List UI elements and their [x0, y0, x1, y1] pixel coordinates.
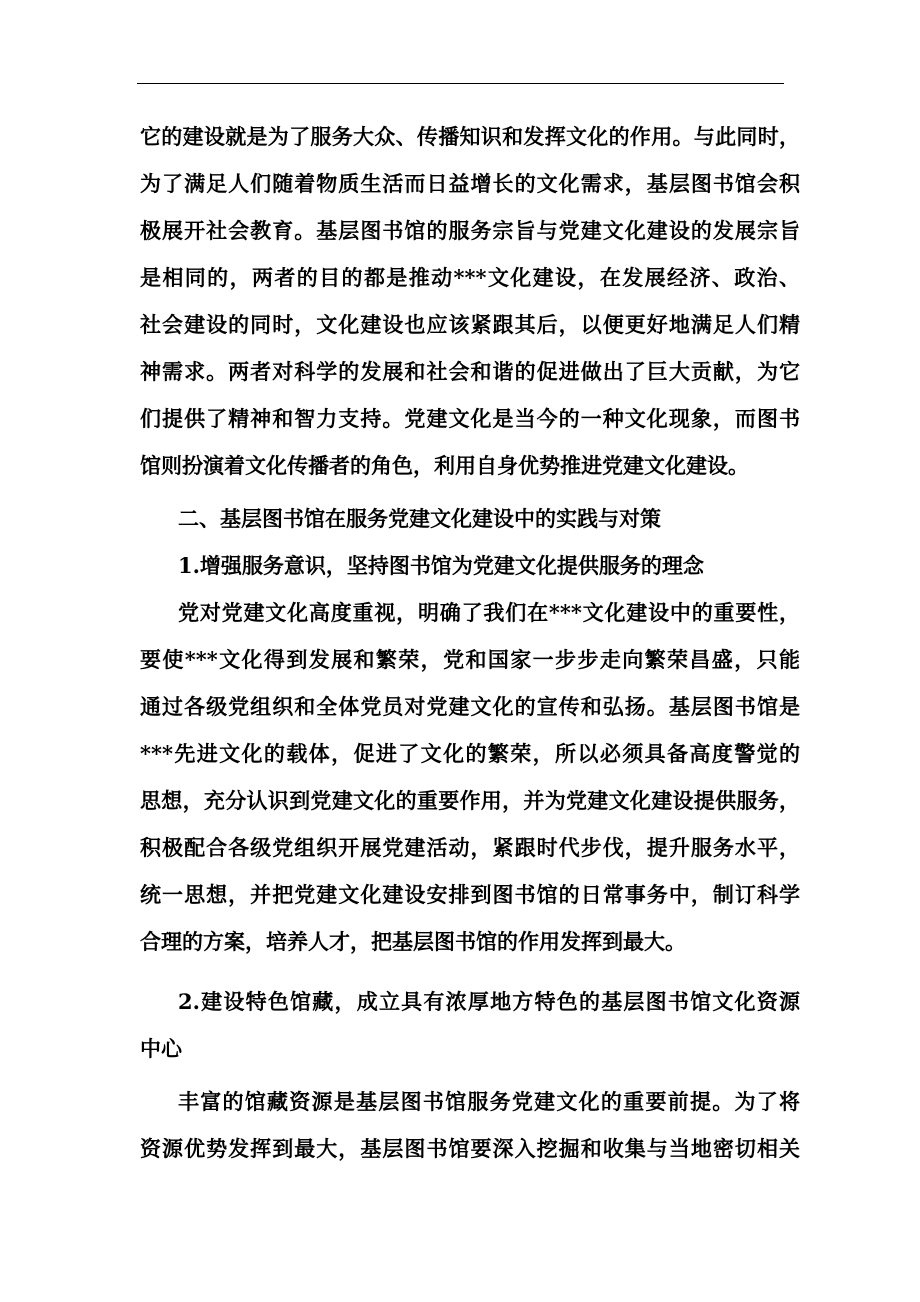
- text-line: 积极配合各级党组织开展党建活动，紧跟时代步伐，提升服务水平，: [140, 835, 800, 860]
- text-line: 为了满足人们随着物质生活而日益增长的文化需求，基层图书馆会积: [140, 171, 800, 196]
- subsection-heading: 1.增强服务意识，坚持图书馆为党建文化提供服务的理念: [178, 553, 704, 578]
- text-line: 要使***文化得到发展和繁荣，党和国家一步步走向繁荣昌盛，只能: [140, 647, 800, 672]
- text-line: 是相同的，两者的目的都是推动***文化建设，在发展经济、政治、: [140, 265, 800, 290]
- text-line: 馆则扮演着文化传播者的角色，利用自身优势推进党建文化建设。: [140, 453, 749, 478]
- text-line: 统一思想，并把党建文化建设安排到图书馆的日常事务中，制订科学: [140, 882, 800, 907]
- subsection-heading: 2.建设特色馆藏，成立具有浓厚地方特色的基层图书馆文化资源: [178, 989, 800, 1014]
- text-line: 社会建设的同时，文化建设也应该紧跟其后，以便更好地满足人们精: [140, 312, 800, 337]
- text-line: 们提供了精神和智力支持。党建文化是当今的一种文化现象，而图书: [140, 406, 800, 431]
- text-line: 党对党建文化高度重视，明确了我们在***文化建设中的重要性，: [178, 600, 800, 625]
- text-line: ***先进文化的载体，促进了文化的繁荣，所以必须具备高度警觉的: [140, 741, 800, 766]
- text-line: 极展开社会教育。基层图书馆的服务宗旨与党建文化建设的发展宗旨: [140, 218, 800, 243]
- subsection-heading: 中心: [140, 1036, 182, 1061]
- text-line: 它的建设就是为了服务大众、传播知识和发挥文化的作用。与此同时，: [140, 124, 800, 149]
- section-heading: 二、基层图书馆在服务党建文化建设中的实践与对策: [178, 506, 661, 531]
- text-line: 丰富的馆藏资源是基层图书馆服务党建文化的重要前提。为了将: [178, 1089, 800, 1114]
- text-line: 神需求。两者对科学的发展和社会和谐的促进做出了巨大贡献，为它: [140, 359, 800, 384]
- text-line: 通过各级党组织和全体党员对党建文化的宣传和弘扬。基层图书馆是: [140, 694, 800, 719]
- text-line: 思想，充分认识到党建文化的重要作用，并为党建文化建设提供服务，: [140, 788, 800, 813]
- text-line: 资源优势发挥到最大，基层图书馆要深入挖掘和收集与当地密切相关: [140, 1136, 800, 1161]
- text-line: 合理的方案，培养人才，把基层图书馆的作用发挥到最大。: [140, 929, 686, 954]
- header-rule: [137, 83, 784, 84]
